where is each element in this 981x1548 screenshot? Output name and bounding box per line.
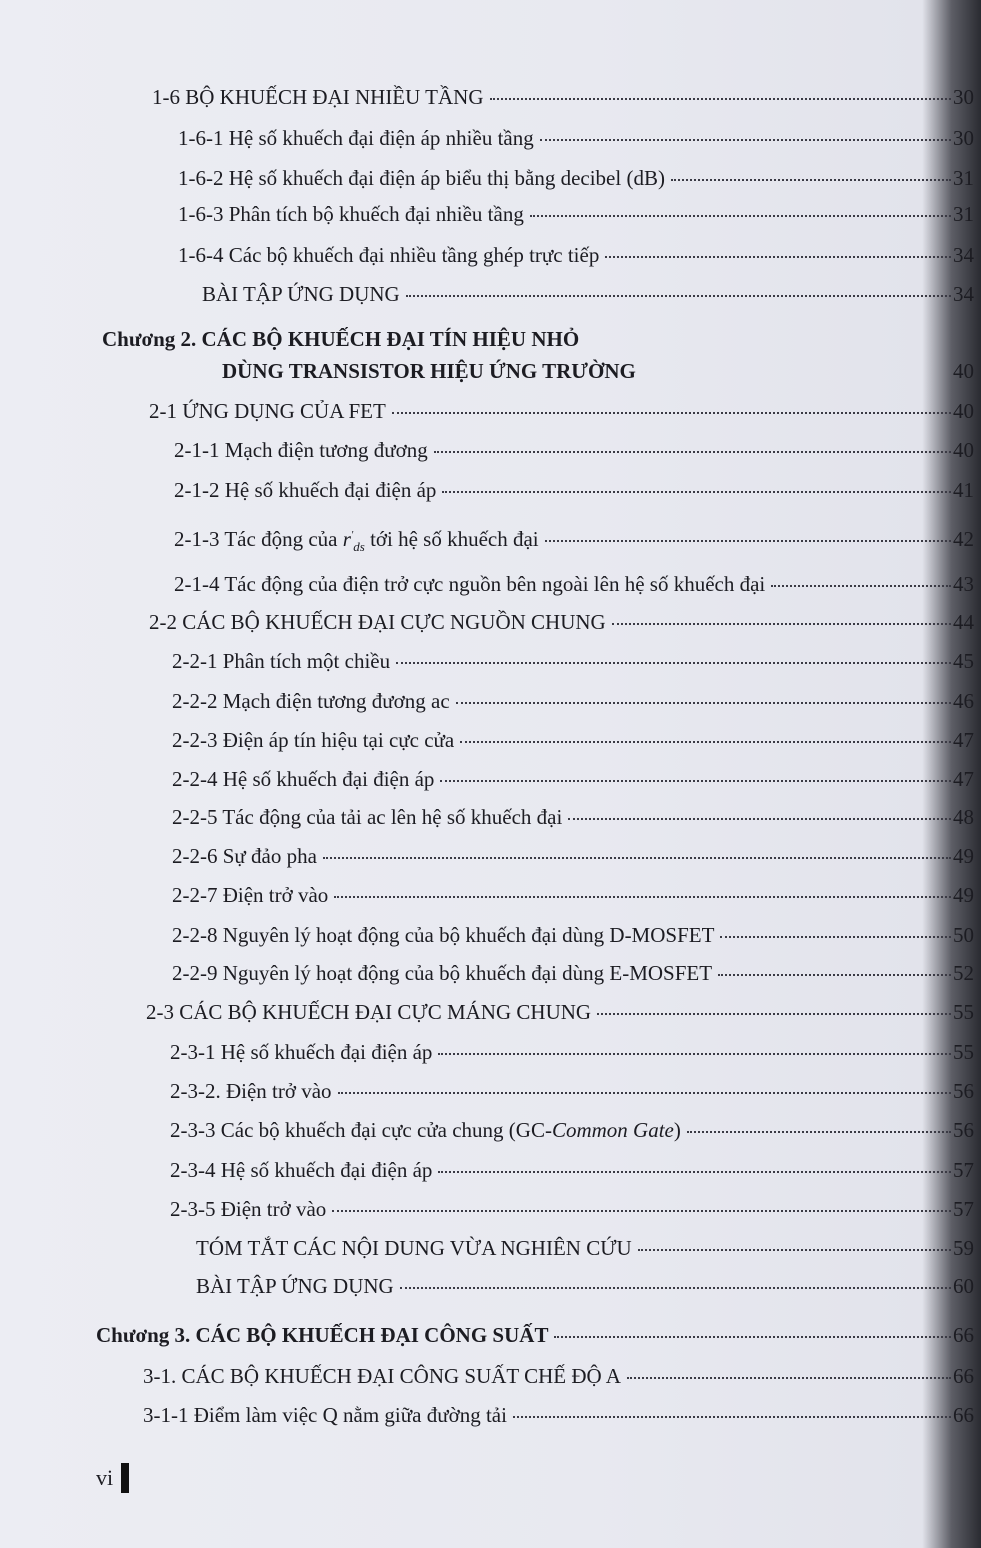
toc-title-italic: Common Gate	[551, 1118, 674, 1142]
toc-title: 2-2-3 Điện áp tín hiệu tại cực cửa	[172, 728, 455, 752]
toc-entry-1-6-3	[178, 201, 974, 227]
toc-page-number: 52	[953, 961, 974, 985]
toc-entry-2-2	[149, 609, 974, 635]
page-footer	[96, 1463, 129, 1493]
toc-page-number: 55	[953, 1000, 974, 1024]
toc-title-suffix: )	[673, 1118, 681, 1142]
leader-dots	[442, 491, 951, 493]
toc-entry-2-2-4	[172, 766, 974, 792]
toc-title: 2-2 CÁC BỘ KHUẾCH ĐẠI CỰC NGUỒN CHUNG	[149, 610, 606, 634]
toc-entry-1-6-2	[178, 165, 974, 191]
leader-dots	[490, 98, 952, 100]
toc-entry-2-1	[149, 398, 974, 424]
leader-dots	[400, 1287, 951, 1289]
toc-page-number: 55	[953, 1040, 974, 1064]
toc-page-number: 40	[953, 359, 974, 383]
toc-title: 2-2-9 Nguyên lý hoạt động của bộ khuếch đại dùng E-MOSFET	[172, 961, 713, 985]
toc-entry-2-1-3	[174, 522, 974, 560]
toc-entry-chapter-3	[96, 1322, 974, 1348]
rds-prime: '	[350, 529, 354, 541]
toc-entry-2-3-3	[170, 1117, 974, 1143]
toc-entry-2-2-9	[172, 960, 974, 986]
leader-dots	[434, 451, 951, 453]
leader-dots	[460, 741, 951, 743]
toc-title: Chương 3. CÁC BỘ KHUẾCH ĐẠI CÔNG SUẤT	[96, 1323, 549, 1347]
leader-dots	[605, 256, 951, 258]
toc-title: TÓM TẮT CÁC NỘI DUNG VỪA NGHIÊN CỨU	[196, 1236, 632, 1260]
leader-dots	[456, 702, 951, 704]
toc-title: 2-2-6 Sự đảo pha	[172, 844, 317, 868]
toc-entry-2-3	[146, 999, 974, 1025]
leader-dots	[338, 1092, 951, 1094]
toc-entry-tom-tat-2	[196, 1235, 974, 1261]
toc-title: 2-2-8 Nguyên lý hoạt động của bộ khuếch đại dùng D-MOSFET	[172, 923, 715, 947]
leader-dots	[720, 936, 951, 938]
toc-entry-2-2-6	[172, 843, 974, 869]
leader-dots	[440, 780, 951, 782]
rds-symbol	[342, 527, 365, 555]
toc-title-suffix: tới hệ số khuếch đại	[370, 527, 539, 551]
toc-title: 1-6-2 Hệ số khuếch đại điện áp biểu thị bằng decibel (dB)	[178, 166, 665, 190]
toc-page-number: 60	[953, 1274, 974, 1298]
leader-dots	[718, 974, 951, 976]
toc-entry-2-3-1	[170, 1039, 974, 1065]
toc-entry-1-6-4	[178, 242, 974, 268]
leader-dots	[530, 215, 951, 217]
toc-title: 1-6-1 Hệ số khuếch đại điện áp nhiều tầng	[178, 126, 534, 150]
toc-page-number: 41	[953, 478, 974, 502]
toc-entry-bai-tap-1	[202, 281, 974, 307]
toc-page-number: 66	[953, 1403, 974, 1427]
leader-dots	[545, 540, 951, 542]
toc-page-number: 59	[953, 1236, 974, 1260]
footer-bar	[121, 1463, 129, 1493]
toc-title: 2-1-2 Hệ số khuếch đại điện áp	[174, 478, 437, 502]
toc-page-number: 42	[953, 527, 974, 551]
toc-entry-2-2-2	[172, 688, 974, 714]
leader-dots	[771, 585, 951, 587]
toc-title: 3-1-1 Điểm làm việc Q nằm giữa đường tải	[143, 1403, 507, 1427]
toc-entry-2-1-1	[174, 437, 974, 463]
toc-page-number: 49	[953, 883, 974, 907]
leader-dots	[513, 1416, 951, 1418]
leader-dots	[438, 1171, 951, 1173]
toc-entry-2-2-1	[172, 648, 974, 674]
toc-title: 2-2-7 Điện trở vào	[172, 883, 329, 907]
toc-title	[174, 522, 539, 560]
toc-title: 2-3 CÁC BỘ KHUẾCH ĐẠI CỰC MÁNG CHUNG	[146, 1000, 592, 1024]
toc-title: 3-1. CÁC BỘ KHUẾCH ĐẠI CÔNG SUẤT CHẾ ĐỘ A	[143, 1364, 621, 1388]
toc-page-number: 66	[953, 1323, 974, 1347]
toc-page-number: 66	[953, 1364, 974, 1388]
toc-page-number: 43	[953, 572, 974, 596]
leader-dots	[671, 179, 951, 181]
toc-page-number: 30	[953, 85, 974, 109]
leader-dots	[687, 1131, 951, 1133]
leader-dots	[323, 857, 951, 859]
leader-dots	[406, 295, 951, 297]
toc-page-number: 50	[953, 923, 974, 947]
toc-entry-2-2-3	[172, 727, 974, 753]
rds-r: r	[342, 527, 351, 551]
leader-dots	[540, 139, 951, 141]
toc-page-number: 56	[953, 1118, 974, 1142]
toc-page-number: 34	[953, 243, 974, 267]
toc-entry-2-2-5	[172, 804, 974, 830]
toc-page-number: 30	[953, 126, 974, 150]
toc-page-number: 40	[953, 438, 974, 462]
toc-page-number: 57	[953, 1197, 974, 1221]
toc-title: 2-3-1 Hệ số khuếch đại điện áp	[170, 1040, 433, 1064]
leader-dots	[334, 896, 951, 898]
toc-entry-1-6-1	[178, 125, 974, 151]
toc-title: DÙNG TRANSISTOR HIỆU ỨNG TRƯỜNG	[222, 359, 636, 383]
toc-page-number: 44	[953, 610, 974, 634]
leader-dots	[568, 818, 951, 820]
chapter-2-heading: Chương 2. CÁC BỘ KHUẾCH ĐẠI TÍN HIỆU NHỎ	[102, 327, 580, 351]
toc-title: BÀI TẬP ỨNG DỤNG	[196, 1274, 394, 1298]
toc-page-number: 49	[953, 844, 974, 868]
toc-title: 2-3-5 Điện trở vào	[170, 1197, 327, 1221]
toc-entry-2-2-7	[172, 882, 974, 908]
toc-entry-2-1-2	[174, 477, 974, 503]
toc-entry-3-1-1	[143, 1402, 974, 1428]
toc-entry-1-6	[152, 84, 974, 110]
toc-entry-bai-tap-2	[196, 1273, 974, 1299]
toc-title	[170, 1117, 681, 1143]
toc-entry-2-1-4	[174, 571, 974, 597]
toc-title: 2-1-4 Tác động của điện trở cực nguồn bên ngoài lên hệ số khuếch đại	[174, 572, 766, 596]
leader-dots	[597, 1013, 951, 1015]
toc-page-number: 34	[953, 282, 974, 306]
toc-title: 2-2-4 Hệ số khuếch đại điện áp	[172, 767, 435, 791]
toc-page-number: 46	[953, 689, 974, 713]
toc-title: 2-1 ỨNG DỤNG CỦA FET	[149, 399, 386, 423]
toc-page-number: 31	[953, 202, 974, 226]
toc-page-number: 47	[953, 728, 974, 752]
toc-entry-2-3-2	[170, 1078, 974, 1104]
leader-dots	[396, 662, 951, 664]
leader-dots	[438, 1053, 951, 1055]
toc-title: 2-2-1 Phân tích một chiều	[172, 649, 391, 673]
toc-title: 2-2-2 Mạch điện tương đương ac	[172, 689, 450, 713]
toc-entry-chapter-2	[222, 358, 974, 384]
leader-dots	[392, 412, 951, 414]
leader-dots	[612, 623, 951, 625]
toc-title: BÀI TẬP ỨNG DỤNG	[202, 282, 400, 306]
rds-subscript: ds	[353, 539, 365, 555]
toc-title: 2-2-5 Tác động của tải ac lên hệ số khuếch đại	[172, 805, 563, 829]
toc-title-prefix: 2-1-3 Tác động của	[174, 527, 338, 551]
leader-dots	[332, 1210, 951, 1212]
toc-title-prefix: 2-3-3 Các bộ khuếch đại cực cửa chung (GC-	[170, 1118, 552, 1142]
toc-page-number: 48	[953, 805, 974, 829]
leader-dots	[627, 1377, 951, 1379]
toc-title: 1-6-4 Các bộ khuếch đại nhiều tầng ghép trực tiếp	[178, 243, 600, 267]
toc-page-number: 56	[953, 1079, 974, 1103]
leader-dots	[638, 1249, 951, 1251]
toc-title: 1-6 BỘ KHUẾCH ĐẠI NHIỀU TẦNG	[152, 85, 484, 109]
toc-title: 1-6-3 Phân tích bộ khuếch đại nhiều tầng	[178, 202, 524, 226]
toc-entry-2-3-5	[170, 1196, 974, 1222]
toc-page-number: 40	[953, 399, 974, 423]
toc-entry-3-1	[143, 1363, 974, 1389]
page-number-roman: vi	[96, 1465, 114, 1490]
toc-page-number: 57	[953, 1158, 974, 1182]
toc-title: 2-1-1 Mạch điện tương đương	[174, 438, 428, 462]
toc-title: 2-3-2. Điện trở vào	[170, 1079, 332, 1103]
toc-page-number: 45	[953, 649, 974, 673]
leader-dots	[554, 1336, 951, 1338]
toc-title: 2-3-4 Hệ số khuếch đại điện áp	[170, 1158, 433, 1182]
toc-entry-2-2-8	[172, 922, 974, 948]
toc-entry-2-3-4	[170, 1157, 974, 1183]
toc-page-number: 31	[953, 166, 974, 190]
toc-page-number: 47	[953, 767, 974, 791]
